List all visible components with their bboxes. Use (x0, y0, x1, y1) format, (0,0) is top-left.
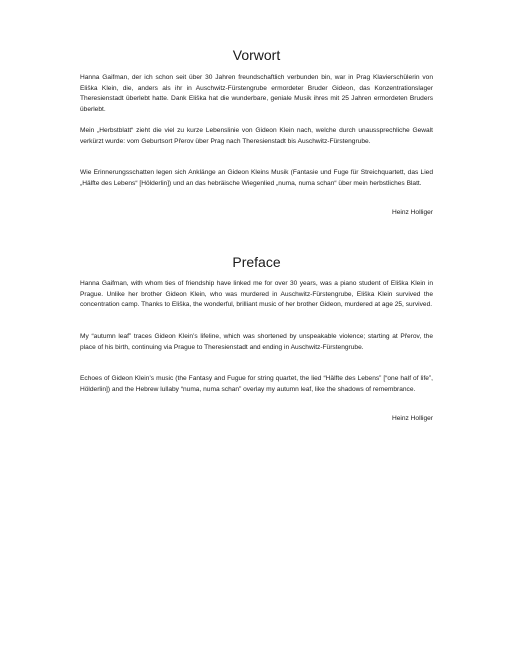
preface-paragraph-1: Hanna Gaifman, with whom ties of friendship have linked me for over 30 years, was a piano student of Eliška Klein in Prague. Unlike her brother Gideon Klein, who was murdered in Auschwitz-Fürstengrube, Eliška Klein survived the concentration camp. Thanks to Eliška, the wonderful, brilliant music of her brother Gideon, murdered at age 25, survived. (80, 280, 433, 308)
vorwort-heading: Vorwort (232, 47, 281, 63)
vorwort-paragraph-2: Mein „Herbstblatt“ zieht die viel zu kurze Lebenslinie von Gideon Klein nach, welche durch unaussprechliche Gewalt verkürzt wurde: vom Geburtsort Přerov über Prag nach Theresienstadt bis Auschwitz-Fürstengrube. (80, 127, 433, 145)
preface-signature: Heinz Holliger (391, 415, 433, 422)
preface-paragraph-3: Echoes of Gideon Klein’s music (the Fantasy and Fugue for string quartet, the lied “Hälfte des Lebens” [“one half of life”, Hölderlin]) and the Hebrew lullaby “numa, numa schan” overlay my autumn leaf, like the shadows of remembrance. (80, 375, 433, 393)
vorwort-signature: Heinz Holliger (391, 209, 433, 216)
vorwort-paragraph-3: Wie Erinnerungsschatten legen sich Anklänge an Gideon Kleins Musik (Fantasie und Fuge für Streichquartett, das Lied „Hälfte des Lebens“ [Hölderlin]) und an das hebräische Wiegenlied „numa, numa schan“ über mein herbstliches Blatt. (80, 169, 433, 187)
preface-heading: Preface (232, 254, 281, 270)
preface-paragraph-2: My “autumn leaf” traces Gideon Klein’s lifeline, which was shortened by unspeakable violence; starting at Přerov, the place of his birth, continuing via Prague to Theresienstadt and ending in Auschwitz-Fürstengrube. (80, 333, 433, 351)
vorwort-paragraph-1: Hanna Gaifman, der ich schon seit über 30 Jahren freundschaftlich verbunden bin, war in Prag Klavierschülerin von Eliška Klein, die, anders als ihr in Auschwitz-Fürstengrube ermordeter Bruder Gideon, das Konzentrationslager Theresienstadt überlebt hatte. Dank Eliška hat die wunderbare, geniale Musik ihres mit 25 Jahren ermordeten Bruders überlebt. (80, 74, 433, 113)
